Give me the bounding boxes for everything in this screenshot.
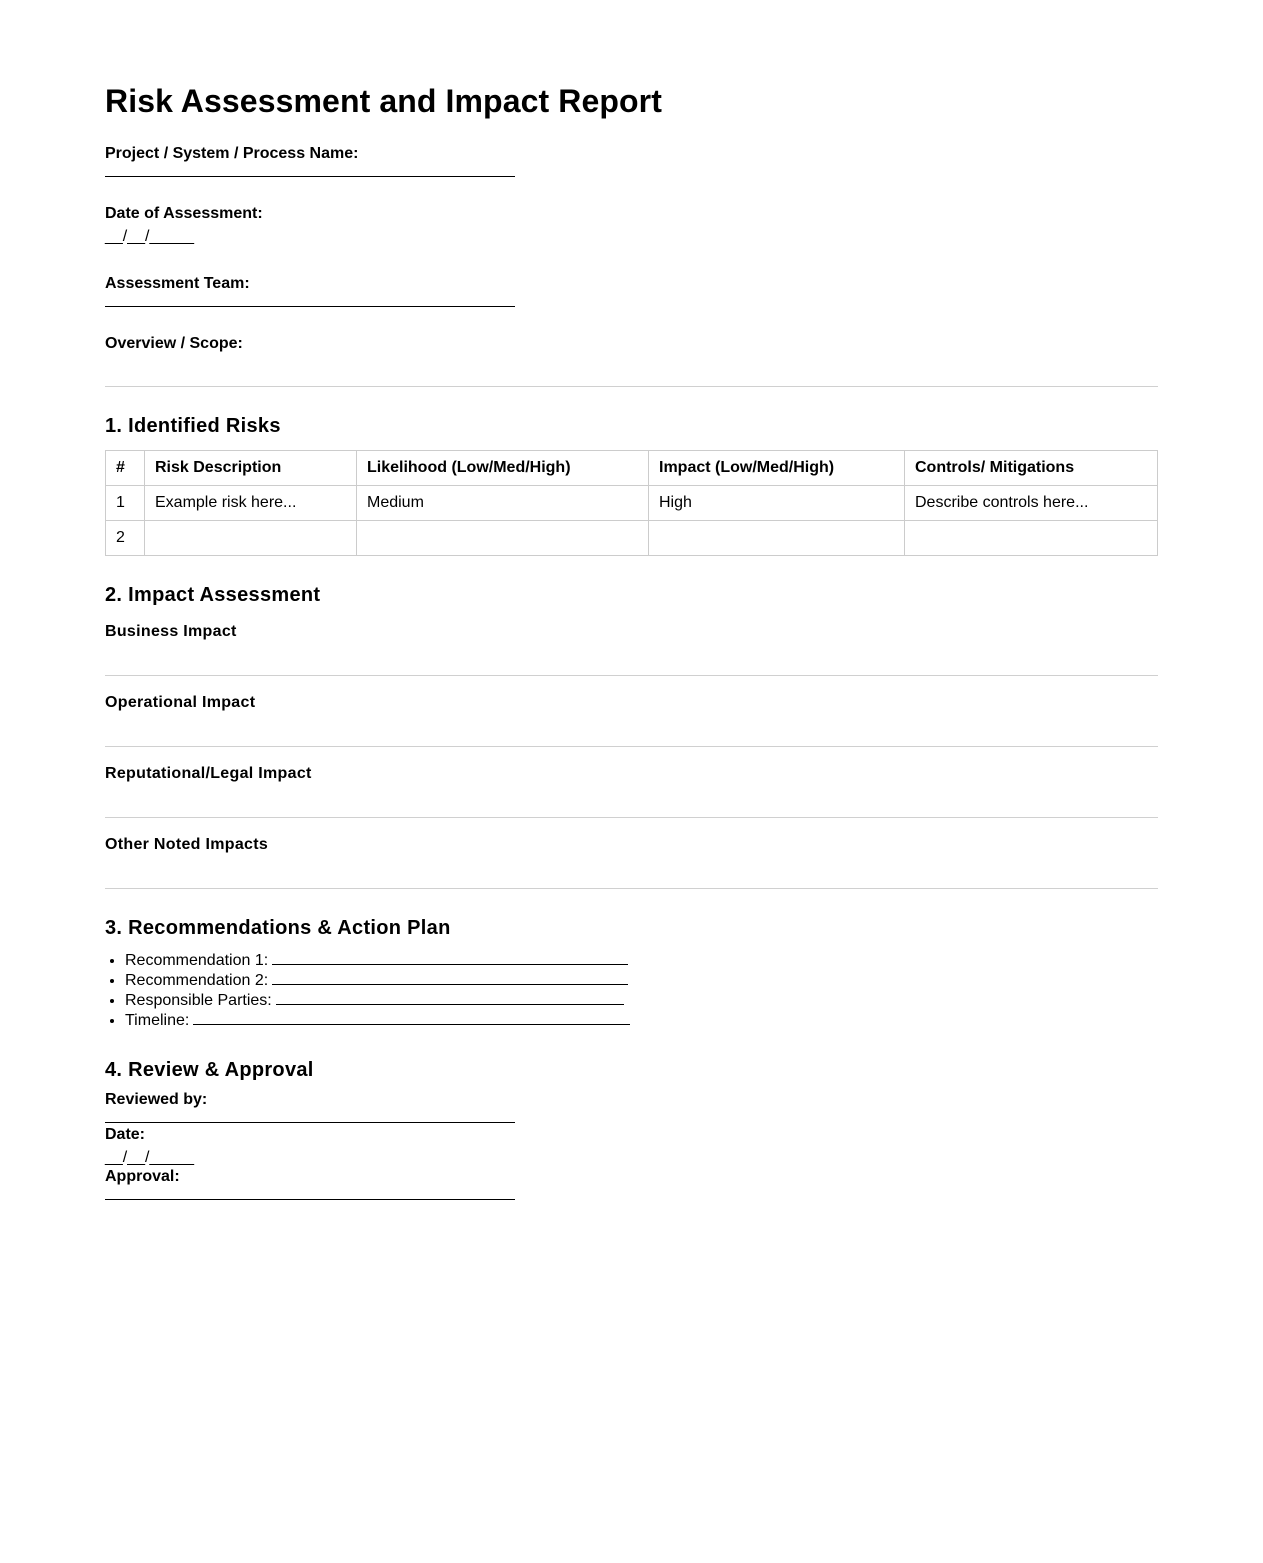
column-header-impact: Impact (Low/Med/High) [649, 451, 905, 486]
other-noted-impacts-divider [105, 888, 1158, 889]
approval-field [105, 1167, 1158, 1200]
list-item [125, 950, 1158, 970]
operational-impact-divider [105, 746, 1158, 747]
recommendation-2-input-line[interactable] [272, 970, 628, 985]
section-identified-risks-heading: 1. Identified Risks [105, 415, 281, 437]
column-header-number: # [106, 451, 145, 486]
section-review-approval-heading: 4. Review & Approval [105, 1059, 314, 1081]
list-item [125, 990, 1158, 1010]
column-header-controls: Controls/ Mitigations [905, 451, 1158, 486]
overview-divider [105, 386, 1158, 387]
document-body [105, 82, 1158, 1200]
assessment-date-label: Date of Assessment: [105, 205, 263, 222]
overview-field [105, 334, 1158, 354]
review-date-blank[interactable]: __/__/_____ [105, 1149, 194, 1166]
assessment-date-field [105, 204, 1158, 246]
project-name-field [105, 144, 1158, 177]
assessment-date-blank[interactable]: __/__/_____ [105, 228, 194, 245]
overview-label: Overview / Scope: [105, 335, 243, 352]
section-recommendations-heading: 3. Recommendations & Action Plan [105, 917, 451, 939]
timeline-input-line[interactable] [193, 1010, 630, 1025]
assessment-team-label: Assessment Team: [105, 275, 250, 292]
recommendation-1-label: Recommendation 1: [125, 952, 269, 969]
table-row [106, 521, 1158, 556]
responsible-parties-input-line[interactable] [276, 990, 624, 1005]
cell-controls[interactable] [905, 521, 1158, 556]
timeline-label: Timeline: [125, 1012, 190, 1029]
other-noted-impacts-heading: Other Noted Impacts [105, 836, 269, 853]
assessment-team-field [105, 274, 1158, 307]
approval-input-line[interactable] [105, 1199, 515, 1200]
list-item [125, 1010, 1158, 1030]
cell-number: 2 [106, 521, 145, 556]
business-impact-divider [105, 675, 1158, 676]
reviewed-by-field [105, 1090, 1158, 1123]
cell-number: 1 [106, 486, 145, 521]
risks-table [105, 450, 1158, 556]
column-header-risk-description: Risk Description [145, 451, 357, 486]
reputational-legal-impact-divider [105, 817, 1158, 818]
cell-risk-description[interactable] [145, 521, 357, 556]
reputational-legal-impact-heading: Reputational/Legal Impact [105, 765, 312, 782]
review-date-field [105, 1125, 1158, 1167]
assessment-team-input-line[interactable] [105, 306, 515, 307]
business-impact-heading: Business Impact [105, 623, 237, 640]
recommendation-1-input-line[interactable] [272, 950, 628, 965]
cell-likelihood[interactable]: Medium [357, 486, 649, 521]
cell-likelihood[interactable] [357, 521, 649, 556]
responsible-parties-label: Responsible Parties: [125, 992, 272, 1009]
risks-table-header-row [106, 451, 1158, 486]
approval-label: Approval: [105, 1168, 180, 1185]
cell-controls[interactable]: Describe controls here... [905, 486, 1158, 521]
operational-impact-heading: Operational Impact [105, 694, 256, 711]
reviewed-by-input-line[interactable] [105, 1122, 515, 1123]
cell-impact[interactable] [649, 521, 905, 556]
cell-impact[interactable]: High [649, 486, 905, 521]
project-name-label: Project / System / Process Name: [105, 145, 359, 162]
page-title: Risk Assessment and Impact Report [105, 83, 662, 119]
cell-risk-description[interactable]: Example risk here... [145, 486, 357, 521]
column-header-likelihood: Likelihood (Low/Med/High) [357, 451, 649, 486]
review-date-label: Date: [105, 1126, 146, 1143]
recommendation-2-label: Recommendation 2: [125, 972, 269, 989]
recommendations-list [105, 950, 1158, 1030]
reviewed-by-label: Reviewed by: [105, 1091, 208, 1108]
table-row [106, 486, 1158, 521]
section-impact-assessment-heading: 2. Impact Assessment [105, 584, 321, 606]
list-item [125, 970, 1158, 990]
project-name-input-line[interactable] [105, 176, 515, 177]
